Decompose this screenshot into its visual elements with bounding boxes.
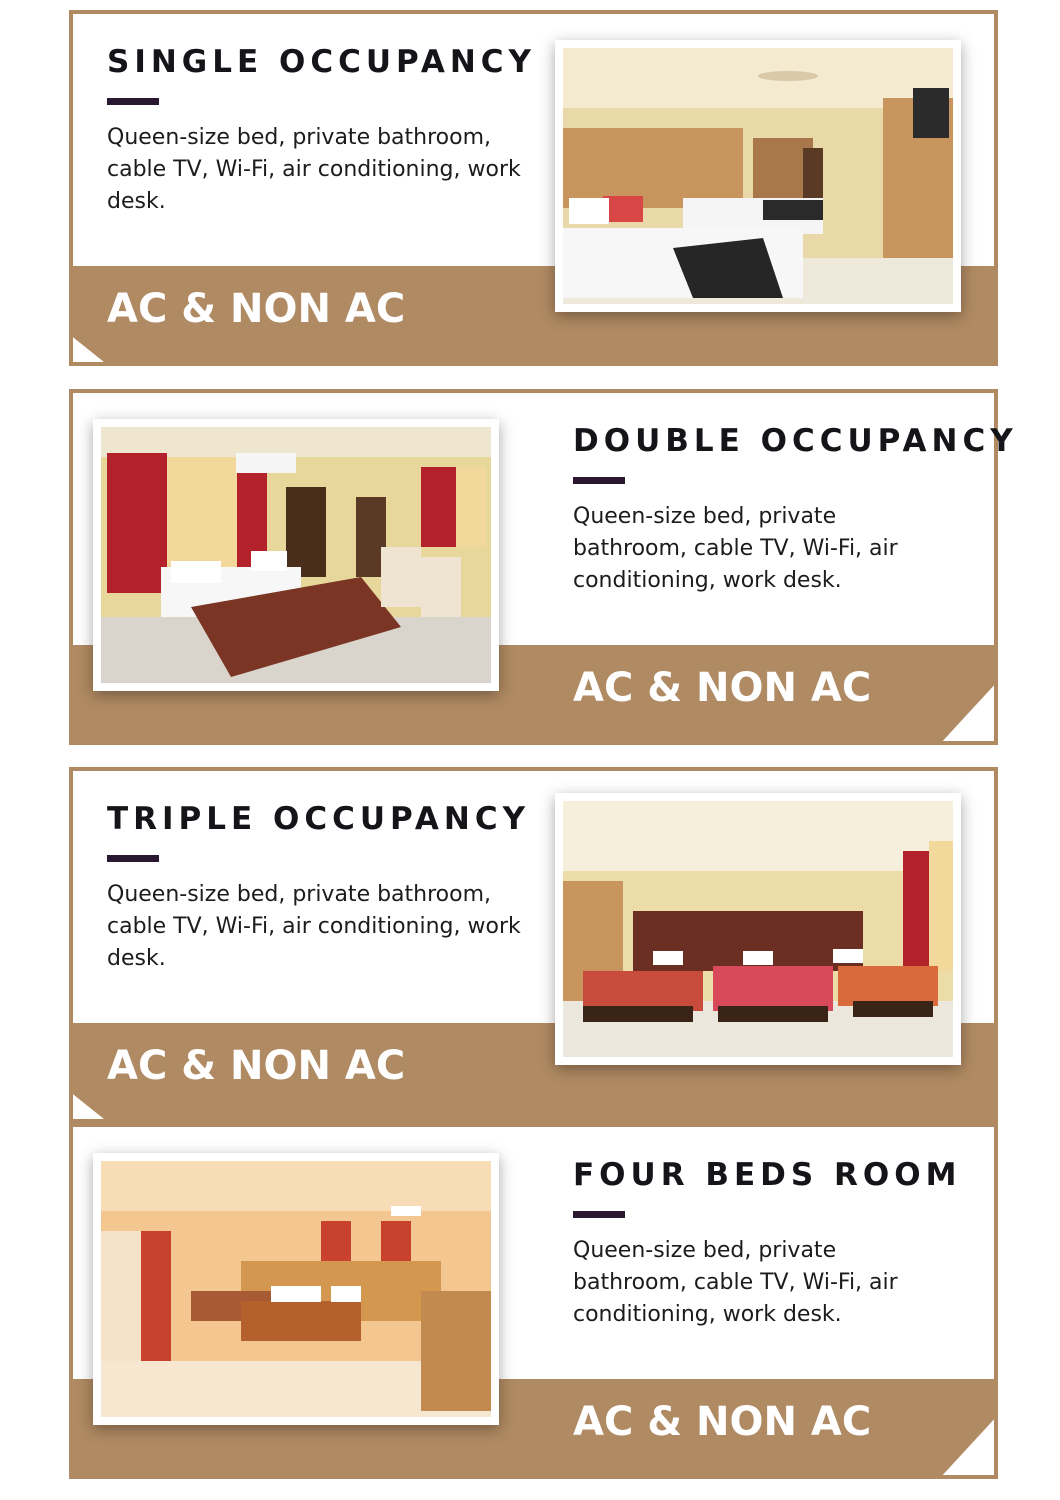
room-title: FOUR BEDS ROOM bbox=[573, 1157, 962, 1193]
room-description: Queen-size bed, private bathroom, cable TV, Wi-Fi, air conditioning, work desk. bbox=[107, 125, 521, 214]
ac-tag: AC & NON AC bbox=[573, 665, 872, 711]
room-photo-single bbox=[555, 40, 961, 312]
room-card-single bbox=[69, 10, 998, 366]
room-description: Queen-size bed, private bathroom, cable TV, Wi-Fi, air conditioning, work desk. bbox=[573, 504, 898, 593]
room-description: Queen-size bed, private bathroom, cable TV, Wi-Fi, air conditioning, work desk. bbox=[107, 882, 521, 971]
room-card-triple bbox=[69, 767, 998, 1123]
room-title: TRIPLE OCCUPANCY bbox=[107, 801, 531, 837]
room-photo-double bbox=[93, 419, 499, 691]
room-card-double bbox=[69, 389, 1018, 745]
room-description: Queen-size bed, private bathroom, cable TV, Wi-Fi, air conditioning, work desk. bbox=[573, 1238, 898, 1327]
title-underline bbox=[573, 477, 625, 484]
room-photo-four-beds bbox=[93, 1153, 499, 1425]
ac-tag: AC & NON AC bbox=[573, 1399, 872, 1445]
title-underline bbox=[107, 855, 159, 862]
room-photo-triple bbox=[555, 793, 961, 1065]
room-title: SINGLE OCCUPANCY bbox=[107, 44, 537, 80]
room-title: DOUBLE OCCUPANCY bbox=[573, 423, 1018, 459]
room-card-four-beds bbox=[69, 1123, 998, 1479]
ac-tag: AC & NON AC bbox=[107, 286, 406, 332]
title-underline bbox=[573, 1211, 625, 1218]
ac-tag: AC & NON AC bbox=[107, 1043, 406, 1089]
title-underline bbox=[107, 98, 159, 105]
